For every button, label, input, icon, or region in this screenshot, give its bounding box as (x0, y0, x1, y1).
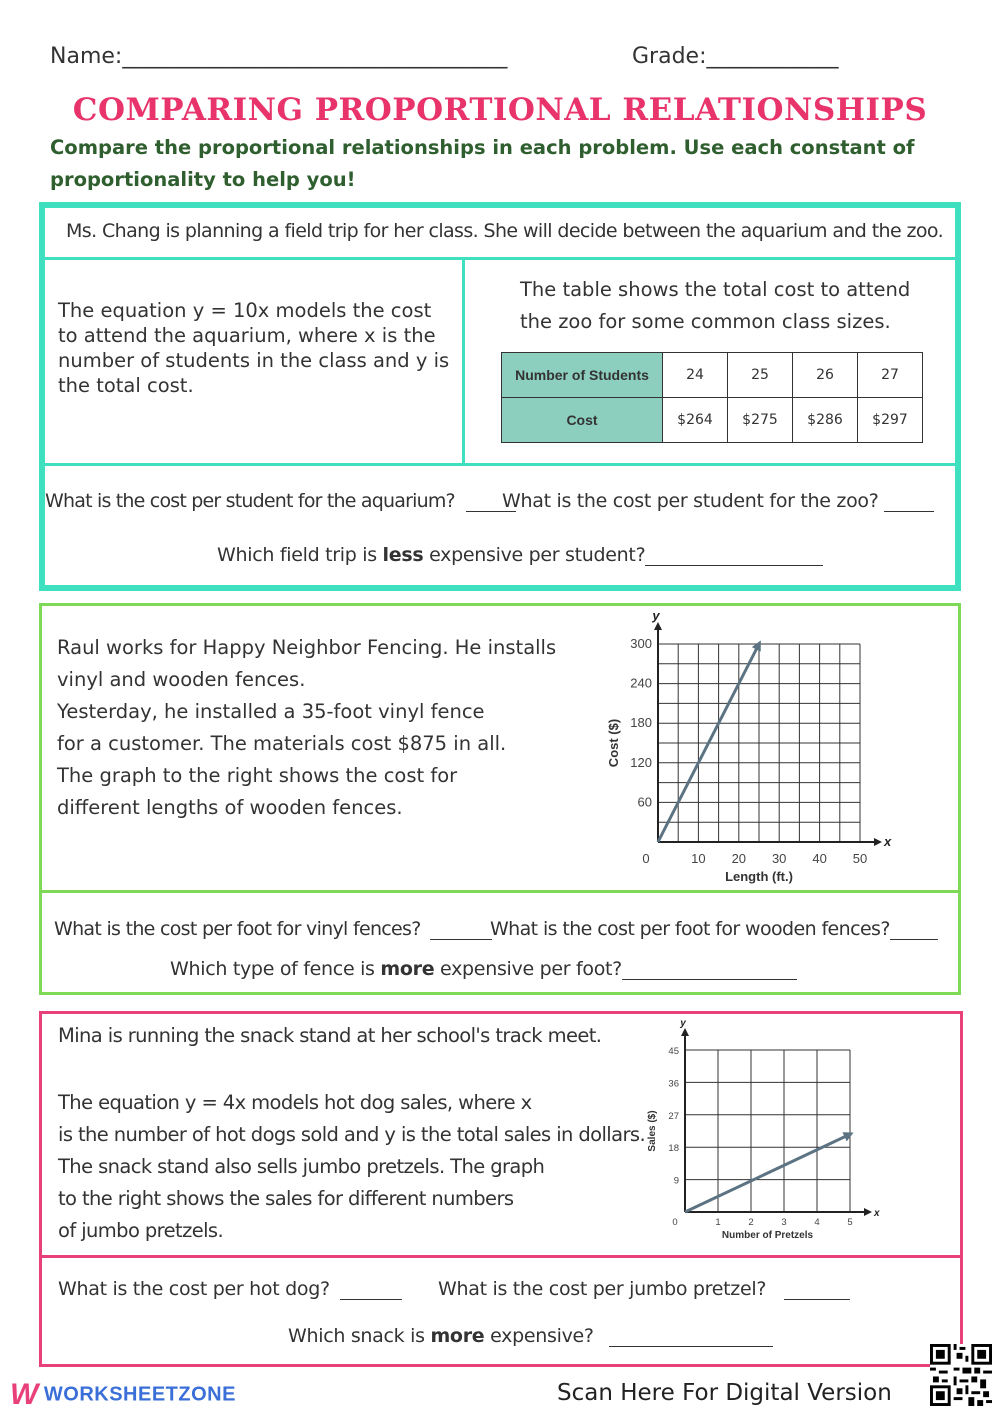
y-axis-label: Sales ($) (647, 1110, 658, 1152)
question-text: What is the cost per jumbo pretzel? (438, 1278, 767, 1300)
question-vinyl-cost (54, 918, 492, 940)
question-aquarium-cost (45, 490, 516, 512)
logo-text: WORKSHEETZONE (43, 1383, 236, 1406)
x-axis-arrow-icon (874, 838, 882, 846)
y-tick-label: 27 (668, 1110, 679, 1122)
text-line: of jumbo pretzels. (58, 1219, 224, 1242)
text-line: The graph to the right shows the cost for (57, 764, 458, 787)
table-cell: 26 (793, 353, 858, 398)
wooden-fence-cost-graph (595, 608, 905, 888)
zoo-cost-table (501, 352, 923, 443)
y-tick-label: 180 (630, 715, 652, 731)
qr-code-icon[interactable] (930, 1344, 992, 1406)
x-tick-label: 3 (781, 1217, 787, 1228)
x-axis-label: Length (ft.) (725, 869, 793, 884)
scan-caption: Scan Here For Digital Version (557, 1380, 892, 1406)
answer-blank[interactable] (622, 959, 797, 980)
mina-intro: Mina is running the snack stand at her school's track meet. (58, 1024, 602, 1047)
text-line: vinyl and wooden fences. (57, 668, 306, 691)
answer-blank[interactable] (784, 1279, 850, 1300)
question-text: What is the cost per student for the zoo? (502, 490, 879, 512)
question-emphasis: more (430, 1325, 485, 1347)
question-text: What is the cost per foot for wooden fences? (490, 918, 890, 940)
y-axis-letter: y (680, 1018, 686, 1029)
aquarium-description: The equation y = 10x models the cost to attend the aquarium, where x is the number of students in the class and y is the total cost. (58, 299, 450, 397)
x-axis-letter: x (884, 834, 892, 849)
answer-blank[interactable] (884, 491, 934, 512)
text-line: to the right shows the sales for different numbers (58, 1187, 514, 1210)
x-tick-label: 10 (691, 851, 706, 866)
table-row (502, 353, 923, 398)
x-tick-label: 2 (748, 1217, 754, 1228)
series-line (685, 1134, 850, 1212)
table-cell: 24 (663, 353, 728, 398)
y-axis-label: Cost ($) (606, 718, 621, 768)
table-cell: $297 (858, 398, 923, 443)
x-tick-label: 0 (672, 1217, 678, 1228)
text-line: Yesterday, he installed a 35-foot vinyl fence (57, 700, 485, 723)
x-tick-label: 40 (812, 851, 827, 866)
y-axis-arrow-icon (654, 622, 662, 630)
table-header-cell: Cost (502, 398, 663, 443)
question-less-expensive-trip (217, 544, 823, 566)
table-cell: $275 (728, 398, 793, 443)
x-axis-letter: x (874, 1208, 880, 1219)
answer-blank[interactable] (340, 1279, 402, 1300)
question-zoo-cost (502, 490, 934, 512)
x-tick-label: 20 (731, 851, 747, 866)
question-text: What is the cost per hot dog? (58, 1278, 330, 1300)
answer-blank[interactable] (430, 919, 492, 940)
raul-problem-text (57, 632, 556, 824)
question-more-expensive-snack (288, 1325, 773, 1347)
question-pretzel-cost (438, 1278, 850, 1300)
x-tick-label: 30 (771, 851, 787, 866)
y-tick-label: 240 (630, 675, 652, 691)
question-hot-dog-cost (58, 1278, 402, 1300)
table-cell: $264 (663, 398, 728, 443)
question-text: expensive per student? (423, 544, 646, 566)
table-cell: $286 (793, 398, 858, 443)
divider (462, 260, 465, 463)
logo-w-icon: W (10, 1378, 39, 1411)
question-text: expensive? (484, 1325, 594, 1347)
name-field-label[interactable]: Name:___________________________________ (50, 44, 508, 69)
y-tick-label: 9 (673, 1175, 679, 1187)
y-tick-label: 60 (637, 794, 652, 810)
x-tick-label: 1 (715, 1217, 721, 1228)
text-line: is the number of hot dogs sold and y is the total sales in dollars. (58, 1123, 646, 1146)
divider (42, 1255, 960, 1258)
x-tick-label: 4 (814, 1217, 820, 1228)
x-axis-label: Number of Pretzels (721, 1230, 814, 1241)
question-text: expensive per foot? (434, 958, 622, 980)
problem1-intro: Ms. Chang is planning a field trip for her class. She will decide between the aquarium and the zoo. (66, 220, 944, 242)
y-axis-letter: y (652, 608, 660, 623)
x-axis-arrow-icon (864, 1208, 872, 1216)
grade-field-label[interactable]: Grade:____________ (632, 44, 839, 69)
question-emphasis: more (380, 958, 435, 980)
zoo-description: The table shows the total cost to attend the zoo for some common class sizes. (520, 278, 911, 333)
answer-blank[interactable] (890, 919, 938, 940)
divider (45, 463, 955, 466)
y-tick-label: 18 (668, 1143, 679, 1155)
question-emphasis: less (382, 544, 424, 566)
instructions: Compare the proportional relationships in each problem. Use each constant of proportionality to help you! (50, 136, 915, 191)
text-line: Raul works for Happy Neighbor Fencing. He installs (57, 636, 557, 659)
y-tick-label: 45 (668, 1046, 679, 1057)
question-more-expensive-fence (170, 958, 797, 980)
x-tick-label: 5 (847, 1217, 853, 1228)
y-tick-label: 36 (668, 1078, 679, 1090)
text-line: different lengths of wooden fences. (57, 796, 403, 819)
mina-problem-text (58, 1087, 645, 1247)
answer-blank[interactable] (645, 545, 823, 566)
table-cell: 27 (858, 353, 923, 398)
question-text: Which field trip is (217, 544, 383, 566)
table-row (502, 398, 923, 443)
question-wooden-cost (490, 918, 938, 940)
x-tick-label: 0 (642, 851, 650, 866)
y-tick-label: 120 (630, 754, 652, 770)
pretzel-sales-graph (640, 1016, 890, 1248)
question-text: Which snack is (288, 1325, 431, 1347)
y-axis-arrow-icon (681, 1028, 689, 1036)
answer-blank[interactable] (609, 1326, 773, 1347)
text-line: The equation y = 4x models hot dog sales, where x (58, 1091, 532, 1114)
page-title: COMPARING PROPORTIONAL RELATIONSHIPS (72, 92, 928, 128)
table-cell: 25 (728, 353, 793, 398)
question-text: What is the cost per student for the aquarium? (45, 490, 455, 512)
x-tick-label: 50 (852, 851, 868, 866)
question-text: What is the cost per foot for vinyl fences? (54, 918, 421, 940)
text-line: for a customer. The materials cost $875 in all. (57, 732, 507, 755)
table-header-cell: Number of Students (502, 353, 663, 398)
text-line: The snack stand also sells jumbo pretzels. The graph (58, 1155, 545, 1178)
divider (42, 890, 958, 893)
y-tick-label: 300 (630, 636, 652, 651)
question-text: Which type of fence is (170, 958, 381, 980)
worksheetzone-logo[interactable] (10, 1378, 236, 1412)
